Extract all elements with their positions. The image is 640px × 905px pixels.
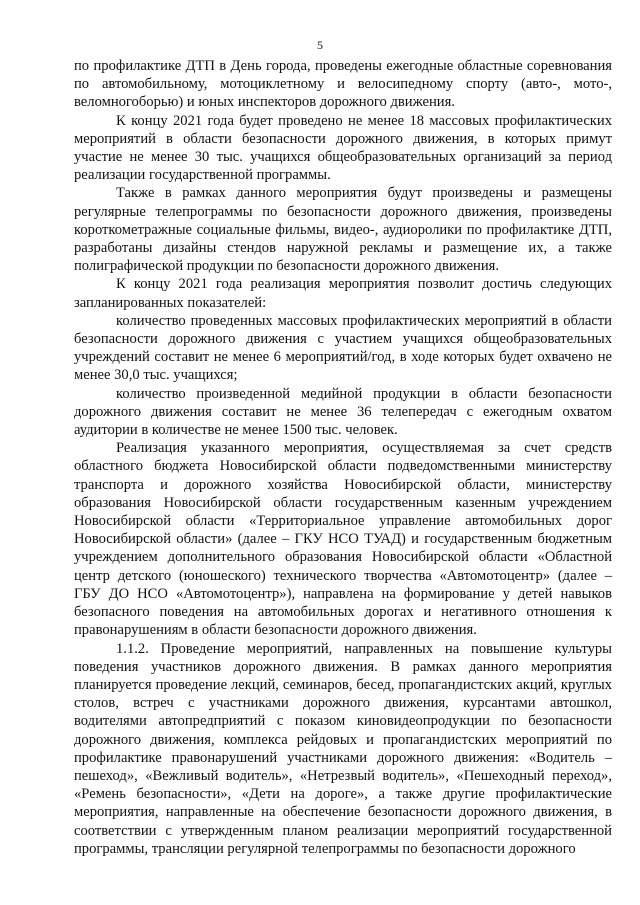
paragraph-section-1-1-2: 1.1.2. Проведение мероприятий, направленных на повышение культуры поведения участников дорожного движения. В рамках данного мероприятия планируется проведение лекций, семинаров, бесед, пропагандистских акций, круглых столов, встреч с участниками дорожного движения, курсантами автошкол, водителями автопредприятий с показом киновидеопродукции по безопасности дорожного движения, комплекса рейдовых и пропагандистских мероприятий по профилактике правонарушений участниками дорожного движения: «Водитель – пешеход», «Вежливый водитель», «Нетрезвый водитель», «Пешеходный переход», «Ремень безопасности», «Дети на дороге», а также другие профилактические мероприятия, направленные на обеспечение безопасности дорожного движения, в соответствии с утвержденным планом реализации мероприятий государственной программы, трансляции регулярной телепрограммы по безопасности дорожного bbox=[74, 640, 612, 857]
paragraph-indicator-media: количество произведенной медийной продукции в области безопасности дорожного движения составит не менее 36 телепередач с ежегодным охватом аудитории в количестве не менее 1500 тыс. человек. bbox=[74, 385, 612, 439]
page-number: 5 bbox=[317, 38, 323, 52]
document-body bbox=[74, 57, 612, 858]
paragraph-continuation: по профилактике ДТП в День города, проведены ежегодные областные соревнования по автомобильному, мотоциклетному и велосипедному спорту (авто-, мото-, веломногоборью) и юных инспекторов дорожного движения. bbox=[74, 58, 612, 111]
paragraph-indicator-events: количество проведенных массовых профилактических мероприятий в области безопасности дорожного движения с участием учащихся общеобразовательных учреждений составит не менее 6 мероприятий/год, в ходе которых будет охвачено не менее 30,0 тыс. учащихся; bbox=[74, 312, 612, 384]
paragraph-implementation: Реализация указанного мероприятия, осуществляемая за счет средств областного бюджета Новосибирской области подведомственными министерству транспорта и дорожного хозяйства Новосибирской области, министерству образования Новосибирской области государственным казенным учреждением Новосибирской области «Территориальное управление автомобильных дорог Новосибирской области» (далее – ГКУ НСО ТУАД) и государственным бюджетным учреждением дополнительного образования Новосибирской области «Областной центр детского (юношеского) технического творчества «Автомотоцентр» (далее – ГБУ ДО НСО «Автомотоцентр»), направлена на формирование у детей навыков безопасного поведения на автомобильных дорогах и негативного отношения к правонарушениям в области безопасности дорожного движения. bbox=[74, 440, 612, 639]
paragraph-indicators-intro: К концу 2021 года реализация мероприятия позволит достичь следующих запланированных показателей: bbox=[74, 276, 612, 311]
paragraph-events-count: К концу 2021 года будет проведено не менее 18 массовых профилактических мероприятий в области безопасности дорожного движения, в которых примут участие не менее 30 тыс. учащихся общеобразовательных организаций за период реализации государственной программы. bbox=[74, 112, 612, 184]
paragraph-tv-programs: Также в рамках данного мероприятия будут произведены и размещены регулярные телепрограммы по безопасности дорожного движения, произведены короткометражные социальные фильмы, видео-, аудиоролики по профилактике ДТП, разработаны дизайны стендов наружной рекламы и размещение их, а также полиграфической продукции по безопасности дорожного движения. bbox=[74, 185, 612, 275]
